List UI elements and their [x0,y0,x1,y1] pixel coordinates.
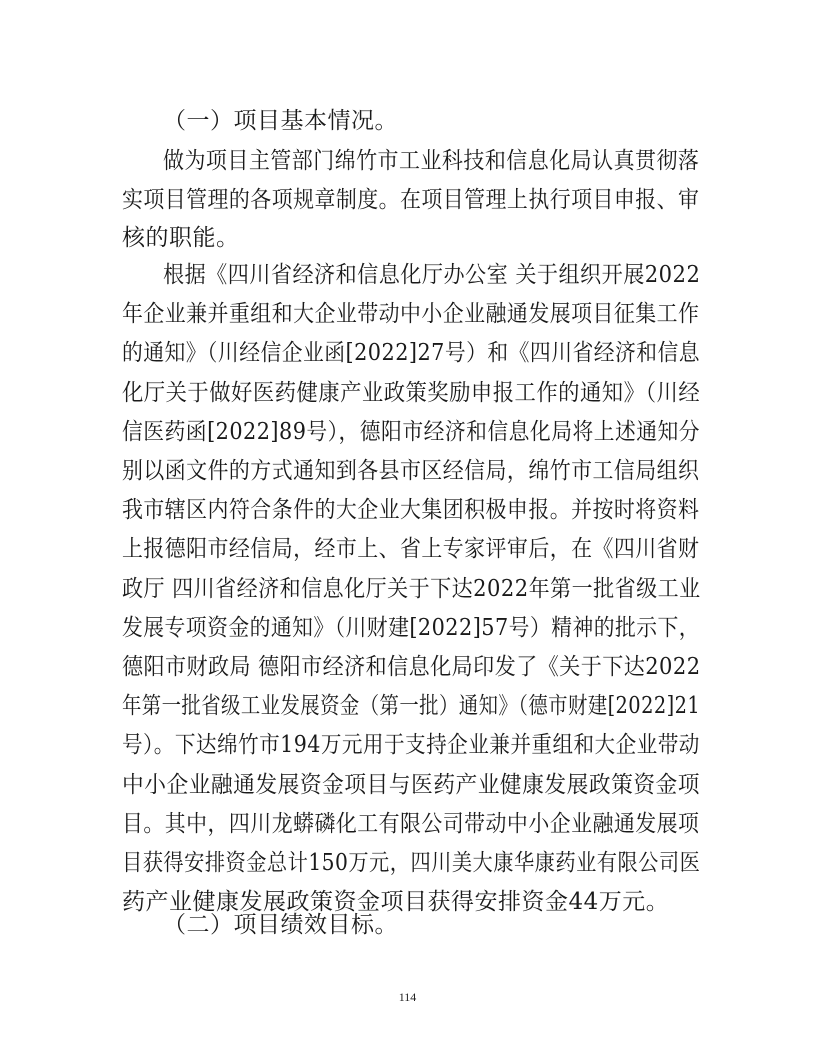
paragraph-2-line: 中小企业融通发展资金项目与医药产业健康发展政策资金项 [122,771,701,798]
page-number: 114 [398,990,417,1004]
paragraph-2-line: 目获得安排资金总计150万元，四川美大康华康药业有限公司医 [122,850,701,876]
paragraph-2-line: 发展专项资金的通知》（川财建[2022]57号）精神的批示下， [122,614,701,641]
paragraph-2-line: 药产业健康发展政策资金项目获得安排资金44万元。 [122,889,670,916]
paragraph-2-line: 德阳市财政局 德阳市经济和信息化局印发了《关于下达2022 [122,654,701,680]
paragraph-2-line: 上报德阳市经信局，经市上、省上专家评审后，在《四川省财 [122,536,700,563]
paragraph-2-line: 别以函文件的方式通知到各县市区经信局，绵竹市工信局组织 [122,458,700,484]
section-heading-basic-info: （一）项目基本情况。 [163,108,398,134]
section-heading-performance-goals: （二）项目绩效目标。 [163,912,398,938]
paragraph-2-line: 的通知》（川经信企业函[2022]27号）和《四川省经济和信息 [122,340,701,367]
paragraph-2-line: 信医药函[2022]89号），德阳市经济和信息化局将上述通知分 [122,418,701,445]
paragraph-2-line: 年第一批省级工业发展资金（第一批）通知》（德市财建[2022]21 [122,693,701,720]
paragraph-2-line: 政厅 四川省经济和信息化厅关于下达2022年第一批省级工业 [122,575,701,602]
paragraph-2-line: 我市辖区内符合条件的大企业大集团积极申报。并按时将资料 [122,497,700,524]
paragraph-2-line: 年企业兼并重组和大企业带动中小企业融通发展项目征集工作 [122,301,700,328]
paragraph-2-line: 根据《四川省经济和信息化厅办公室 关于组织开展2022 [163,262,701,288]
paragraph-1-line: 做为项目主管部门绵竹市工业科技和信息化局认真贯彻落 [163,148,700,174]
paragraph-1-line: 核的职能。 [122,225,240,251]
paragraph-2-line: 化厅关于做好医药健康产业政策奖励申报工作的通知》（川经 [122,379,701,406]
paragraph-1-line: 实项目管理的各项规章制度。在项目管理上执行项目申报、审 [122,186,700,213]
paragraph-2-line: 号）。下达绵竹市194万元用于支持企业兼并重组和大企业带动 [122,732,700,759]
paragraph-2-line: 目。其中，四川龙蟒磷化工有限公司带动中小企业融通发展项 [122,810,700,837]
